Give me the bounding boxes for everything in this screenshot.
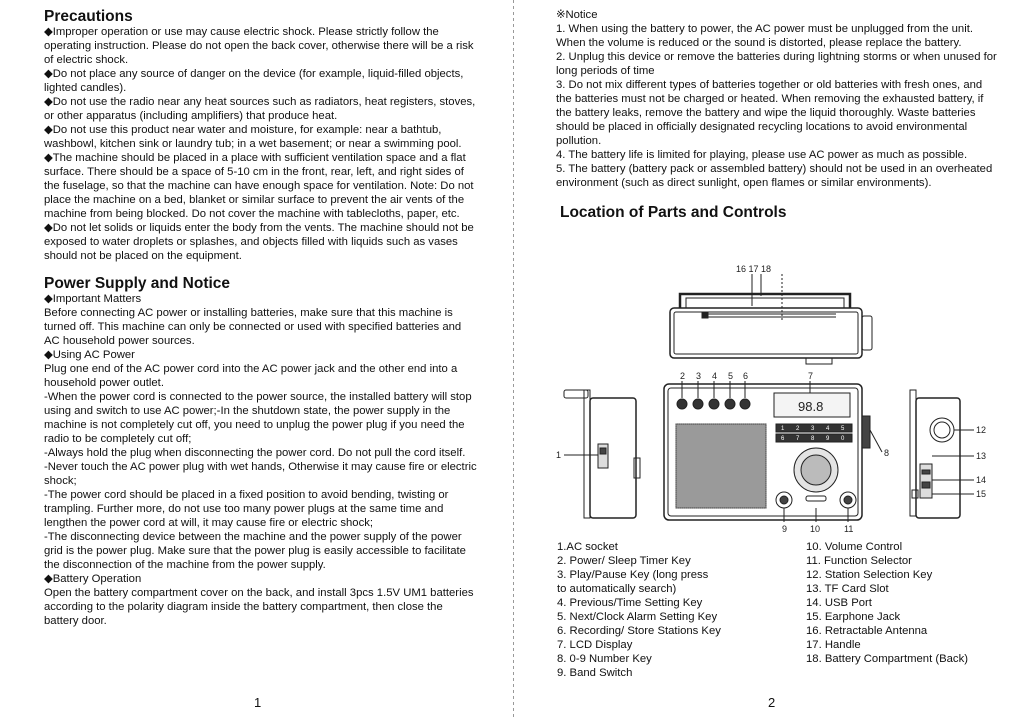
power-item: Before connecting AC power or installing batteries, make sure that this machine is turned off. This machine can only be connected or used with specified batteries and AC household power sources. [44, 307, 462, 347]
precaution-item: ◆Do not let solids or liquids enter the body from the vents. The machine should not be exposed to water droplets or splashes, and objects filled with liquids such as vases should not be placed on the equipment. [44, 222, 474, 262]
key-5: 5 [841, 426, 845, 432]
power-item: ◆Battery Operation [44, 573, 142, 585]
power-item: -The power cord should be placed in a fixed position to avoid bending, twisting or trampling. Further more, do not use too many power plugs at the same time and lengthen the power cord at will, it may cause fire or electric shock; [44, 489, 449, 529]
precaution-item: ◆Do not use this product near water and moisture, for example: near a bathtub, washbowl, kitchen sink or laundry tub; in a wet basement; or near a swimming pool. [44, 124, 462, 150]
callout-5: 5 [728, 371, 734, 381]
precaution-item: ◆The machine should be placed in a place with sufficient ventilation space and a flat surface. There should be a space of 5-10 cm in the front, rear, left, and right sides of the fuselage, so that the machine can have enough space for ventilation. Note: Do not place the machine on a bed, blanket or similar surface to prevent the air vents of the machine from being blocked. Do not cover the machine with tablecloths, paper, etc. [44, 152, 474, 220]
callout-11: 11 [844, 524, 854, 534]
part-item: 16. Retractable Antenna [806, 625, 928, 637]
notice-list [556, 22, 998, 190]
part-item: to automatically search) [557, 583, 677, 595]
callout-9: 9 [782, 524, 788, 534]
precaution-item: ◆Improper operation or use may cause electric shock. Please strictly follow the operating instruction. Please do not open the back cover, otherwise there will be a risk of electric shock. [44, 26, 474, 66]
notice-title: ※Notice [556, 9, 598, 21]
precautions-title: Precautions [44, 8, 133, 25]
page-number: 2 [768, 695, 776, 710]
power-item: ◆Using AC Power [44, 349, 135, 361]
front-view [664, 371, 889, 534]
part-item: 8. 0-9 Number Key [557, 653, 652, 665]
key-0: 0 [841, 436, 845, 442]
power-item: -Always hold the plug when disconnecting the power cord. Do not pull the cord itself. [44, 447, 466, 459]
location-title: Location of Parts and Controls [560, 204, 787, 221]
part-item: 7. LCD Display [557, 639, 633, 651]
notice-item: 4. The battery life is limited for playing, please use AC power as much as possible. [556, 149, 968, 161]
callout-7: 7 [808, 371, 814, 381]
part-item: 17. Handle [806, 639, 861, 651]
parts-list-left [557, 540, 787, 680]
spacer [556, 190, 998, 204]
callout-4: 4 [712, 371, 718, 381]
power-supply-list [44, 292, 478, 628]
part-item: 13. TF Card Slot [806, 583, 889, 595]
callout-3: 3 [696, 371, 702, 381]
notice-item: 3. Do not mix different types of batteries together or old batteries with fresh ones, and the batteries must not be charged or heated. When removing the exhausted battery, if the battery leaks, remove the battery and wipe the liquid thoroughly. Waste batteries should be placed in officially designated recycling locations to avoid environmental pollution. [556, 79, 984, 147]
part-item: 14. USB Port [806, 597, 872, 609]
key-4: 4 [826, 426, 830, 432]
parts-list-right [806, 540, 1006, 666]
part-item: 12. Station Selection Key [806, 569, 933, 581]
spacer [44, 263, 478, 275]
notice-item: 1. When using the battery to power, the AC power must be unplugged from the unit. When the volume is reduced or the sound is distorted, please replace the battery. [556, 23, 973, 49]
callout-10: 10 [810, 524, 821, 534]
precaution-item: ◆Do not place any source of danger on the device (for example, liquid-filled objects, lighted candles). [44, 68, 464, 94]
part-item: 3. Play/Pause Key (long press [557, 569, 709, 581]
power-supply-title: Power Supply and Notice [44, 275, 231, 292]
key-8: 8 [811, 436, 815, 442]
page-number: 1 [254, 695, 262, 710]
callout-14: 14 [976, 475, 987, 485]
key-7: 7 [796, 436, 800, 442]
part-item: 11. Function Selector [806, 555, 912, 567]
part-item: 18. Battery Compartment (Back) [806, 653, 968, 665]
callout-8: 8 [884, 448, 890, 458]
top-callouts: 16 17 18 [736, 264, 772, 274]
notice-item: 2. Unplug this device or remove the batteries during lightning storms or when unused for long periods of time [556, 51, 997, 77]
power-item: ◆Important Matters [44, 293, 142, 305]
part-item: 9. Band Switch [557, 667, 633, 679]
key-2: 2 [796, 426, 800, 432]
part-item: 1.AC socket [557, 541, 618, 553]
part-item: 10. Volume Control [806, 541, 903, 553]
power-item: Open the battery compartment cover on the back, and install 3pcs 1.5V UM1 batteries according to the polarity diagram inside the battery compartment, then close the battery door. [44, 587, 474, 627]
part-item: 15. Earphone Jack [806, 611, 901, 623]
key-3: 3 [811, 426, 815, 432]
notice-item: 5. The battery (battery pack or assembled battery) should not be used in an overheated environment (such as direct sunlight, open flames or similar environments). [556, 163, 993, 189]
precaution-item: ◆Do not use the radio near any heat sources such as radiators, heat registers, stoves, or other apparatus (including amplifiers) that produce heat. [44, 96, 476, 122]
radio-diagram [536, 258, 1006, 536]
callout-15: 15 [976, 489, 987, 499]
key-1: 1 [781, 426, 785, 432]
power-item: -When the power cord is connected to the power source, the installed battery will stop using and switch to use AC power;-In the shutdown state, the power supply in the machine is not completely cut off, you need to unplug the power plug if you need the radio to be completely cut off; [44, 391, 472, 445]
callout-1: 1 [556, 450, 562, 460]
key-9: 9 [826, 436, 830, 442]
lcd-value: 98.8 [798, 399, 824, 414]
callout-2: 2 [680, 371, 686, 381]
right-side-view [910, 390, 986, 518]
part-item: 2. Power/ Sleep Timer Key [557, 555, 691, 567]
part-item: 6. Recording/ Store Stations Key [557, 625, 721, 637]
part-item: 5. Next/Clock Alarm Setting Key [557, 611, 718, 623]
callout-6: 6 [743, 371, 749, 381]
key-6: 6 [781, 436, 785, 442]
top-view [670, 264, 872, 364]
power-item: -The disconnecting device between the machine and the power supply of the power grid is the power plug. Make sure that the power plug is easily accessible to facilitate the disconnection of the machine from the power supply. [44, 531, 466, 571]
power-item: -Never touch the AC power plug with wet hands, Otherwise it may cause fire or electric shock; [44, 461, 477, 487]
part-item: 4. Previous/Time Setting Key [557, 597, 703, 609]
power-item: Plug one end of the AC power cord into the AC power jack and the other end into a household power outlet. [44, 363, 458, 389]
left-side-view [556, 390, 640, 518]
precautions-list [44, 25, 478, 263]
callout-12: 12 [976, 425, 987, 435]
callout-13: 13 [976, 451, 987, 461]
